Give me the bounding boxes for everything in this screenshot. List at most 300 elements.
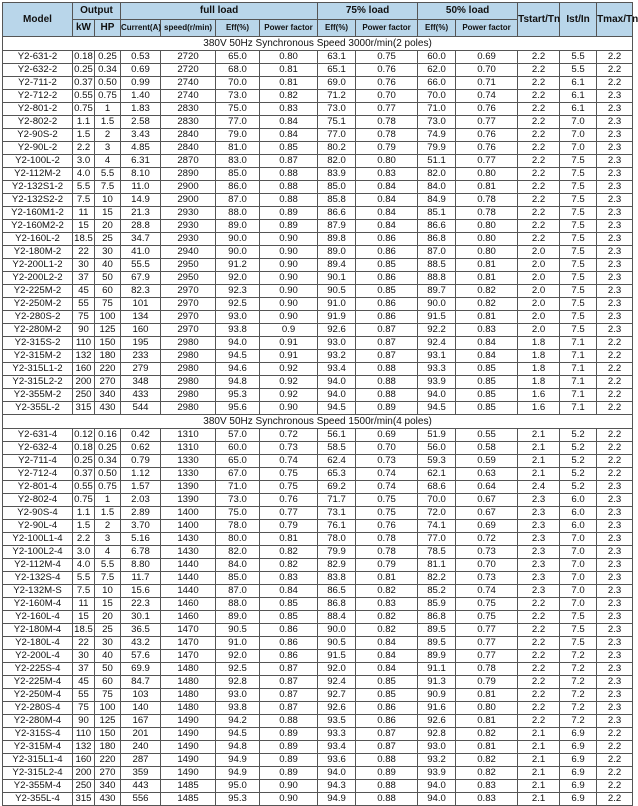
value-cell: 200 — [73, 376, 95, 389]
value-cell: 0.75 — [74, 103, 93, 115]
value-cell: 2.89 — [121, 507, 161, 520]
table-row — [3, 285, 633, 298]
value-cell: 0.85 — [260, 598, 318, 611]
value-cell: 0.86 — [356, 298, 418, 311]
value-cell: 7.5 — [560, 311, 597, 324]
value-cell: 2980 — [161, 376, 216, 389]
value-cell: 0.86 — [356, 702, 418, 715]
value-cell: 89.5 — [418, 637, 456, 650]
hp-header: HP — [95, 20, 121, 37]
table-row — [3, 259, 633, 272]
value-cell: 0.86 — [356, 233, 418, 246]
value-cell: 51.9 — [418, 429, 456, 442]
value-cell: 2.2 — [518, 689, 560, 702]
value-cell: 55.5 — [121, 259, 161, 272]
value-cell: 85.1 — [418, 207, 456, 220]
value-cell: 0.75 — [356, 507, 418, 520]
model-cell: Y2-90S-4 — [3, 507, 73, 520]
value-cell: 84.0 — [216, 559, 260, 572]
value-cell: 68.0 — [216, 64, 260, 77]
model-cell: Y2-712-2 — [3, 90, 73, 103]
model-cell: Y2-200L2-2 — [3, 272, 73, 285]
value-cell: 2930 — [161, 220, 216, 233]
value-cell: 85.0 — [216, 572, 260, 585]
value-cell: 0.84 — [456, 337, 518, 350]
value-cell: 92.4 — [318, 676, 356, 689]
value-cell: 2.1 — [518, 728, 560, 741]
value-cell: 1485 — [161, 780, 216, 793]
table-row — [3, 689, 633, 702]
value-cell: 2.3 — [597, 233, 633, 246]
value-cell: 2.03 — [121, 494, 161, 507]
model-cell: Y2-160M-4 — [3, 598, 73, 611]
value-cell: 0.72 — [260, 429, 318, 442]
value-cell: 7.5 — [560, 285, 597, 298]
value-cell: 92.6 — [318, 324, 356, 337]
value-cell: 95.0 — [216, 780, 260, 793]
value-cell: 0.92 — [260, 363, 318, 376]
section-title: 380V 50Hz Synchronous Speed 3000r/min(2 poles) — [3, 37, 633, 51]
value-cell: 2.2 — [518, 220, 560, 233]
value-cell: 20 — [95, 611, 121, 624]
value-cell: 40 — [95, 650, 121, 663]
table-row — [3, 350, 633, 363]
value-cell: 340 — [95, 780, 121, 793]
value-cell: 0.76 — [356, 64, 418, 77]
table-row — [3, 389, 633, 402]
value-cell: 89.5 — [418, 624, 456, 637]
value-cell: 90.5 — [216, 624, 260, 637]
value-cell: 1480 — [161, 676, 216, 689]
value-cell: 94.5 — [216, 350, 260, 363]
value-cell: 1490 — [161, 741, 216, 754]
value-cell: 2.2 — [518, 702, 560, 715]
value-cell: 2.3 — [597, 90, 633, 103]
table-row — [3, 546, 633, 559]
value-cell: 0.90 — [260, 259, 318, 272]
value-cell: 0.84 — [356, 181, 418, 194]
model-cell: Y2-160M1-2 — [3, 207, 73, 220]
value-cell: 279 — [121, 363, 161, 376]
value-cell: 7.1 — [560, 350, 597, 363]
value-cell: 0.92 — [260, 376, 318, 389]
value-cell: 0.82 — [260, 559, 318, 572]
value-cell: 91.3 — [418, 676, 456, 689]
value-cell: 7.0 — [560, 572, 597, 585]
value-cell: 67.0 — [216, 468, 260, 481]
value-cell: 0.80 — [456, 246, 518, 259]
value-cell: 2.2 — [518, 142, 560, 155]
value-cell: 2740 — [161, 77, 216, 90]
value-cell: 0.79 — [456, 676, 518, 689]
value-cell: 1430 — [161, 533, 216, 546]
value-cell: 0.82 — [260, 90, 318, 103]
value-cell: 2.1 — [518, 468, 560, 481]
value-cell: 220 — [95, 363, 121, 376]
value-cell: 0.82 — [456, 767, 518, 780]
value-cell: 22.3 — [121, 598, 161, 611]
value-cell: 2.3 — [597, 181, 633, 194]
value-cell: 50 — [95, 663, 121, 676]
value-cell: 0.91 — [260, 350, 318, 363]
value-cell: 101 — [121, 298, 161, 311]
model-cell: Y2-631-4 — [3, 429, 73, 442]
model-cell: Y2-112M-4 — [3, 559, 73, 572]
value-cell: 94.5 — [418, 402, 456, 415]
model-cell: Y2-315L2-4 — [3, 767, 73, 780]
value-cell: 1.6 — [518, 389, 560, 402]
value-cell: 0.79 — [121, 455, 161, 468]
value-cell: 544 — [121, 402, 161, 415]
table-row — [3, 468, 633, 481]
value-cell: 2930 — [161, 233, 216, 246]
value-cell: 74.1 — [418, 520, 456, 533]
model-cell: Y2-711-4 — [3, 455, 73, 468]
value-cell: 86.8 — [418, 233, 456, 246]
value-cell: 2.1 — [518, 754, 560, 767]
value-cell: 18.5 — [74, 624, 93, 636]
value-cell: 94.0 — [418, 389, 456, 402]
value-cell: 83.0 — [216, 155, 260, 168]
value-cell: 7.5 — [560, 298, 597, 311]
value-cell: 2.3 — [518, 585, 560, 598]
value-cell: 94.0 — [318, 376, 356, 389]
value-cell: 86.0 — [216, 181, 260, 194]
table-row — [3, 207, 633, 220]
value-cell: 0.75 — [356, 51, 418, 64]
value-cell: 10 — [95, 585, 121, 598]
value-cell: 0.77 — [456, 155, 518, 168]
value-cell: 0.80 — [456, 702, 518, 715]
motor-spec-table — [2, 2, 638, 806]
value-cell: 0.73 — [260, 442, 318, 455]
value-cell: 103 — [121, 689, 161, 702]
pf-75-header: Power factor — [356, 20, 418, 37]
value-cell: 11.7 — [121, 572, 161, 585]
value-cell: 2870 — [161, 155, 216, 168]
value-cell: 0.70 — [356, 90, 418, 103]
value-cell: 2.2 — [597, 767, 633, 780]
value-cell: 7.5 — [560, 611, 597, 624]
value-cell: 0.81 — [260, 533, 318, 546]
value-cell: 2.3 — [597, 715, 633, 728]
value-cell: 90.0 — [318, 624, 356, 637]
value-cell: 0.87 — [260, 155, 318, 168]
value-cell: 5.5 — [560, 51, 597, 64]
value-cell: 92.0 — [216, 650, 260, 663]
value-cell: 78.5 — [418, 546, 456, 559]
value-cell: 93.9 — [418, 376, 456, 389]
value-cell: 0.87 — [356, 741, 418, 754]
value-cell: 2900 — [161, 194, 216, 207]
value-cell: 0.69 — [356, 429, 418, 442]
value-cell: 95.3 — [216, 793, 260, 806]
model-cell: Y2-315L2-2 — [3, 376, 73, 389]
value-cell: 0.85 — [456, 402, 518, 415]
value-cell: 0.72 — [456, 533, 518, 546]
value-cell: 1390 — [161, 494, 216, 507]
value-cell: 0.84 — [356, 194, 418, 207]
value-cell: 0.55 — [456, 429, 518, 442]
value-cell: 81.1 — [418, 559, 456, 572]
model-cell: Y2-132S1-2 — [3, 181, 73, 194]
value-cell: 70.0 — [418, 494, 456, 507]
model-cell: Y2-355M-2 — [3, 389, 73, 402]
value-cell: 0.82 — [456, 754, 518, 767]
value-cell: 0.70 — [356, 442, 418, 455]
value-cell: 7.5 — [560, 207, 597, 220]
value-cell: 2.3 — [597, 311, 633, 324]
value-cell: 4.0 — [73, 559, 95, 572]
value-cell: 0.71 — [456, 77, 518, 90]
value-cell: 200 — [73, 767, 95, 780]
speed-header: speed(r/min) — [161, 20, 216, 37]
value-cell: 88.0 — [216, 598, 260, 611]
value-cell: 75 — [73, 311, 95, 324]
value-cell: 59.3 — [418, 455, 456, 468]
value-cell: 430 — [95, 402, 121, 415]
value-cell: 77.0 — [216, 116, 260, 129]
value-cell: 4 — [95, 546, 121, 559]
value-cell: 2.3 — [597, 194, 633, 207]
value-cell: 93.4 — [318, 741, 356, 754]
value-cell: 7.1 — [560, 363, 597, 376]
value-cell: 0.85 — [260, 142, 318, 155]
value-cell: 0.84 — [356, 650, 418, 663]
value-cell: 87.0 — [216, 585, 260, 598]
value-cell: 28.8 — [121, 220, 161, 233]
value-cell: 2940 — [161, 246, 216, 259]
value-cell: 11.0 — [121, 181, 161, 194]
value-cell: 2720 — [161, 64, 216, 77]
value-cell: 34.7 — [121, 233, 161, 246]
model-cell: Y2-132M-S — [3, 585, 73, 598]
value-cell: 0.78 — [456, 663, 518, 676]
value-cell: 2980 — [161, 363, 216, 376]
value-cell: 7.5 — [560, 272, 597, 285]
value-cell: 2.2 — [73, 142, 95, 155]
value-cell: 2.0 — [518, 246, 560, 259]
value-cell: 15 — [73, 611, 95, 624]
value-cell: 80.0 — [216, 533, 260, 546]
value-cell: 25 — [95, 233, 121, 246]
value-cell: 2.1 — [518, 793, 560, 806]
model-cell: Y2-200L-4 — [3, 650, 73, 663]
model-cell: Y2-632-2 — [3, 64, 73, 77]
value-cell: 0.84 — [356, 220, 418, 233]
value-cell: 82.0 — [216, 546, 260, 559]
value-cell: 2.2 — [597, 442, 633, 455]
value-cell: 2.2 — [518, 129, 560, 142]
value-cell: 1490 — [161, 728, 216, 741]
value-cell: 2.3 — [597, 142, 633, 155]
model-cell: Y2-100L-2 — [3, 155, 73, 168]
section-header-row — [3, 37, 633, 51]
value-cell: 1330 — [161, 455, 216, 468]
value-cell: 0.81 — [260, 77, 318, 90]
value-cell: 6.78 — [121, 546, 161, 559]
value-cell: 2.3 — [597, 116, 633, 129]
value-cell: 6.0 — [560, 494, 597, 507]
value-cell: 2.2 — [518, 64, 560, 77]
value-cell: 0.82 — [356, 611, 418, 624]
value-cell: 0.76 — [456, 142, 518, 155]
value-cell: 0.70 — [456, 559, 518, 572]
value-cell: 2830 — [161, 116, 216, 129]
value-cell: 6.0 — [560, 520, 597, 533]
value-cell: 92.8 — [216, 676, 260, 689]
current-header: Current(A) — [121, 20, 161, 37]
table-row — [3, 246, 633, 259]
value-cell: 180 — [95, 741, 121, 754]
value-cell: 3.0 — [73, 546, 95, 559]
value-cell: 2.3 — [597, 624, 633, 637]
model-cell: Y2-225M-2 — [3, 285, 73, 298]
table-row — [3, 90, 633, 103]
value-cell: 0.90 — [260, 298, 318, 311]
value-cell: 0.80 — [456, 220, 518, 233]
value-cell: 1460 — [161, 611, 216, 624]
value-cell: 5.5 — [73, 181, 95, 194]
value-cell: 0.88 — [260, 181, 318, 194]
section-title: 380V 50Hz Synchronous Speed 1500r/min(4 poles) — [3, 415, 633, 429]
value-cell: 1.5 — [73, 129, 95, 142]
value-cell: 0.88 — [356, 793, 418, 806]
value-cell: 0.76 — [456, 103, 518, 116]
value-cell: 0.99 — [121, 77, 161, 90]
value-cell: 0.75 — [456, 598, 518, 611]
value-cell: 7.1 — [560, 376, 597, 389]
table-row — [3, 572, 633, 585]
table-row — [3, 168, 633, 181]
value-cell: 0.88 — [260, 194, 318, 207]
value-cell: 7.5 — [560, 637, 597, 650]
value-cell: 7.5 — [560, 155, 597, 168]
value-cell: 71.2 — [318, 90, 356, 103]
value-cell: 1 — [95, 494, 121, 507]
value-cell: 22 — [73, 637, 95, 650]
value-cell: 0.37 — [74, 468, 93, 480]
value-cell: 7.5 — [560, 259, 597, 272]
value-cell: 36.5 — [121, 624, 161, 637]
value-cell: 150 — [95, 337, 121, 350]
model-cell: Y2-180M-4 — [3, 624, 73, 637]
value-cell: 15 — [73, 220, 95, 233]
value-cell: 86.6 — [418, 220, 456, 233]
value-cell: 7.0 — [560, 129, 597, 142]
value-cell: 86.8 — [318, 598, 356, 611]
value-cell: 7.1 — [560, 389, 597, 402]
value-cell: 2.3 — [597, 598, 633, 611]
value-cell: 0.82 — [356, 624, 418, 637]
value-cell: 6.1 — [560, 77, 597, 90]
value-cell: 85.0 — [318, 181, 356, 194]
value-cell: 60 — [95, 676, 121, 689]
value-cell: 0.92 — [260, 389, 318, 402]
value-cell: 0.87 — [260, 676, 318, 689]
table-row — [3, 728, 633, 741]
value-cell: 1.1 — [73, 507, 95, 520]
value-cell: 5.5 — [95, 559, 121, 572]
value-cell: 94.0 — [318, 767, 356, 780]
value-cell: 71.7 — [318, 494, 356, 507]
value-cell: 2.0 — [518, 259, 560, 272]
value-cell: 94.5 — [318, 402, 356, 415]
value-cell: 3.0 — [73, 155, 95, 168]
value-cell: 6.1 — [560, 103, 597, 116]
value-cell: 94.0 — [418, 793, 456, 806]
value-cell: 92.6 — [418, 715, 456, 728]
value-cell: 2980 — [161, 337, 216, 350]
value-cell: 0.64 — [456, 481, 518, 494]
value-cell: 1.8 — [518, 337, 560, 350]
value-cell: 1.83 — [121, 103, 161, 116]
value-cell: 2.1 — [518, 780, 560, 793]
value-cell: 2.2 — [518, 77, 560, 90]
table-row — [3, 559, 633, 572]
value-cell: 0.25 — [95, 442, 121, 455]
value-cell: 93.0 — [418, 741, 456, 754]
value-cell: 2.3 — [597, 533, 633, 546]
value-cell: 0.88 — [356, 389, 418, 402]
value-cell: 0.81 — [456, 181, 518, 194]
value-cell: 0.78 — [456, 194, 518, 207]
value-cell: 2.3 — [597, 324, 633, 337]
value-cell: 1.1 — [73, 116, 95, 129]
value-cell: 2.2 — [518, 233, 560, 246]
value-cell: 0.73 — [456, 546, 518, 559]
value-cell: 62.1 — [418, 468, 456, 481]
value-cell: 7.2 — [560, 663, 597, 676]
model-header: Model — [3, 3, 73, 37]
value-cell: 134 — [121, 311, 161, 324]
value-cell: 0.77 — [356, 103, 418, 116]
value-cell: 3 — [95, 142, 121, 155]
value-cell: 89.4 — [318, 259, 356, 272]
value-cell: 68.6 — [418, 481, 456, 494]
value-cell: 0.58 — [456, 442, 518, 455]
value-cell: 93.8 — [216, 324, 260, 337]
value-cell: 0.86 — [356, 246, 418, 259]
value-cell: 2.58 — [121, 116, 161, 129]
value-cell: 6.31 — [121, 155, 161, 168]
value-cell: 1.40 — [121, 90, 161, 103]
table-row — [3, 442, 633, 455]
value-cell: 2.3 — [518, 507, 560, 520]
value-cell: 85.0 — [216, 168, 260, 181]
value-cell: 2.2 — [518, 207, 560, 220]
value-cell: 2.3 — [597, 663, 633, 676]
value-cell: 2.3 — [597, 481, 633, 494]
value-cell: 60.0 — [418, 51, 456, 64]
value-cell: 60.0 — [216, 442, 260, 455]
value-cell: 94.5 — [216, 728, 260, 741]
pf-50-header: Power factor — [456, 20, 518, 37]
value-cell: 69.9 — [121, 663, 161, 676]
value-cell: 89.0 — [216, 611, 260, 624]
value-cell: 2.3 — [597, 572, 633, 585]
value-cell: 51.1 — [418, 155, 456, 168]
value-cell: 94.9 — [216, 767, 260, 780]
value-cell: 2.3 — [518, 520, 560, 533]
value-cell: 89.7 — [418, 285, 456, 298]
value-cell: 0.80 — [456, 168, 518, 181]
value-cell: 287 — [121, 754, 161, 767]
value-cell: 0.81 — [356, 572, 418, 585]
value-cell: 340 — [95, 389, 121, 402]
value-cell: 2.3 — [597, 168, 633, 181]
value-cell: 2.2 — [597, 780, 633, 793]
